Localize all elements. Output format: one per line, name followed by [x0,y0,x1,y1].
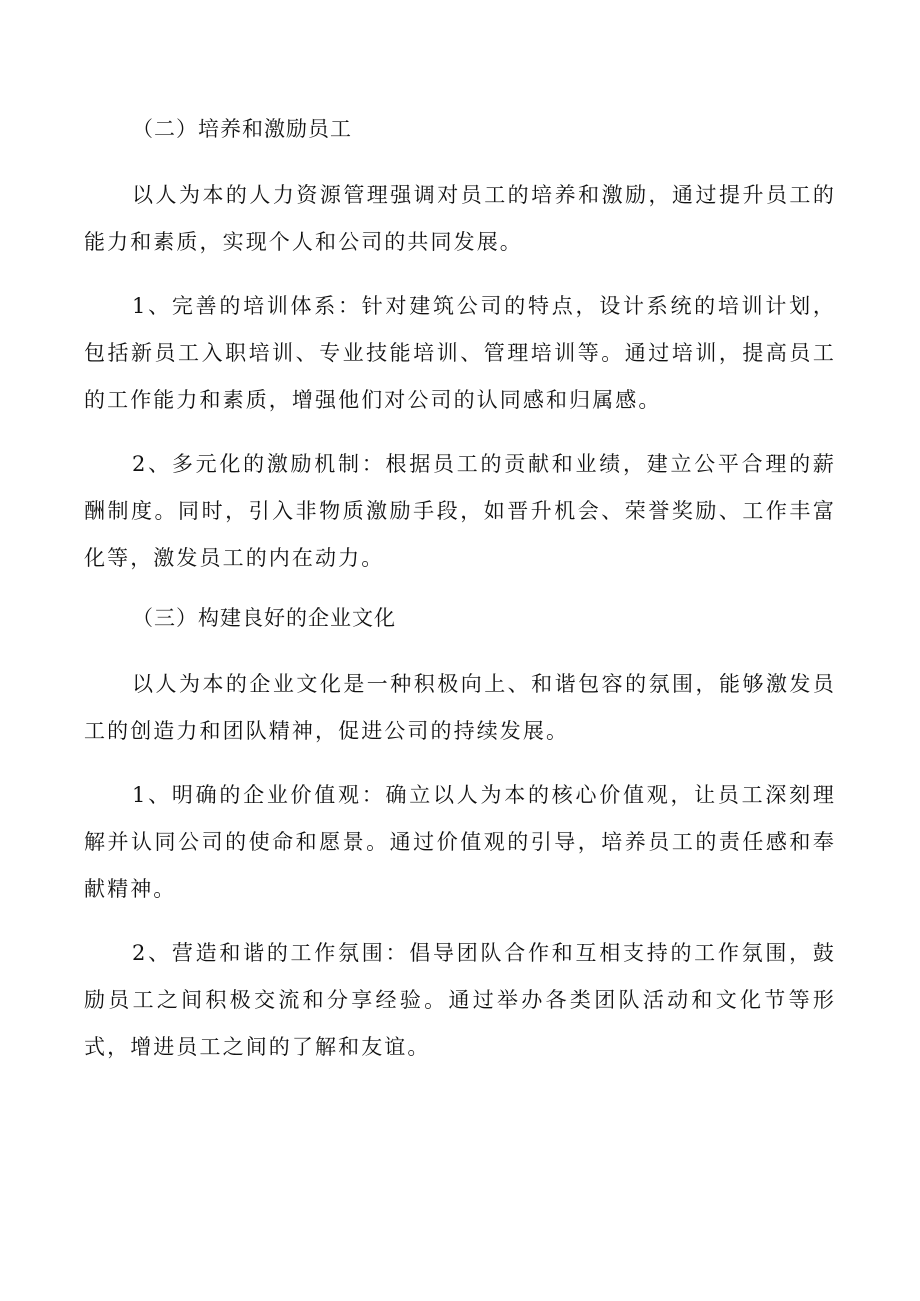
paragraph: 以人为本的企业文化是一种积极向上、和谐包容的氛围，能够激发员工的创造力和团队精神，促进公司的持续发展。 [84,672,836,743]
paragraph: 以人为本的人力资源管理强调对员工的培养和激励，通过提升员工的能力和素质，实现个人和公司的共同发展。 [84,183,836,254]
section-corporate-culture [84,599,836,1071]
document-body [84,110,836,1071]
paragraph: 2、营造和谐的工作氛围：倡导团队合作和互相支持的工作氛围，鼓励员工之间积极交流和分享经验。通过举办各类团队活动和文化节等形式，增进员工之间的了解和友谊。 [84,941,836,1059]
paragraph: 1、明确的企业价值观：确立以人为本的核心价值观，让员工深刻理解并认同公司的使命和愿景。通过价值观的引导，培养员工的责任感和奉献精神。 [84,783,836,901]
paragraph: 2、多元化的激励机制：根据员工的贡献和业绩，建立公平合理的薪酬制度。同时，引入非物质激励手段，如晋升机会、荣誉奖励、工作丰富化等，激发员工的内在动力。 [84,452,836,570]
section-cultivate-motivate [84,110,836,582]
section-heading: （二）培养和激励员工 [132,117,352,141]
paragraph: 1、完善的培训体系：针对建筑公司的特点，设计系统的培训计划，包括新员工入职培训、专业技能培训、管理培训等。通过培训，提高员工的工作能力和素质，增强他们对公司的认同感和归属感。 [84,294,836,412]
section-heading: （三）构建良好的企业文化 [132,606,396,630]
